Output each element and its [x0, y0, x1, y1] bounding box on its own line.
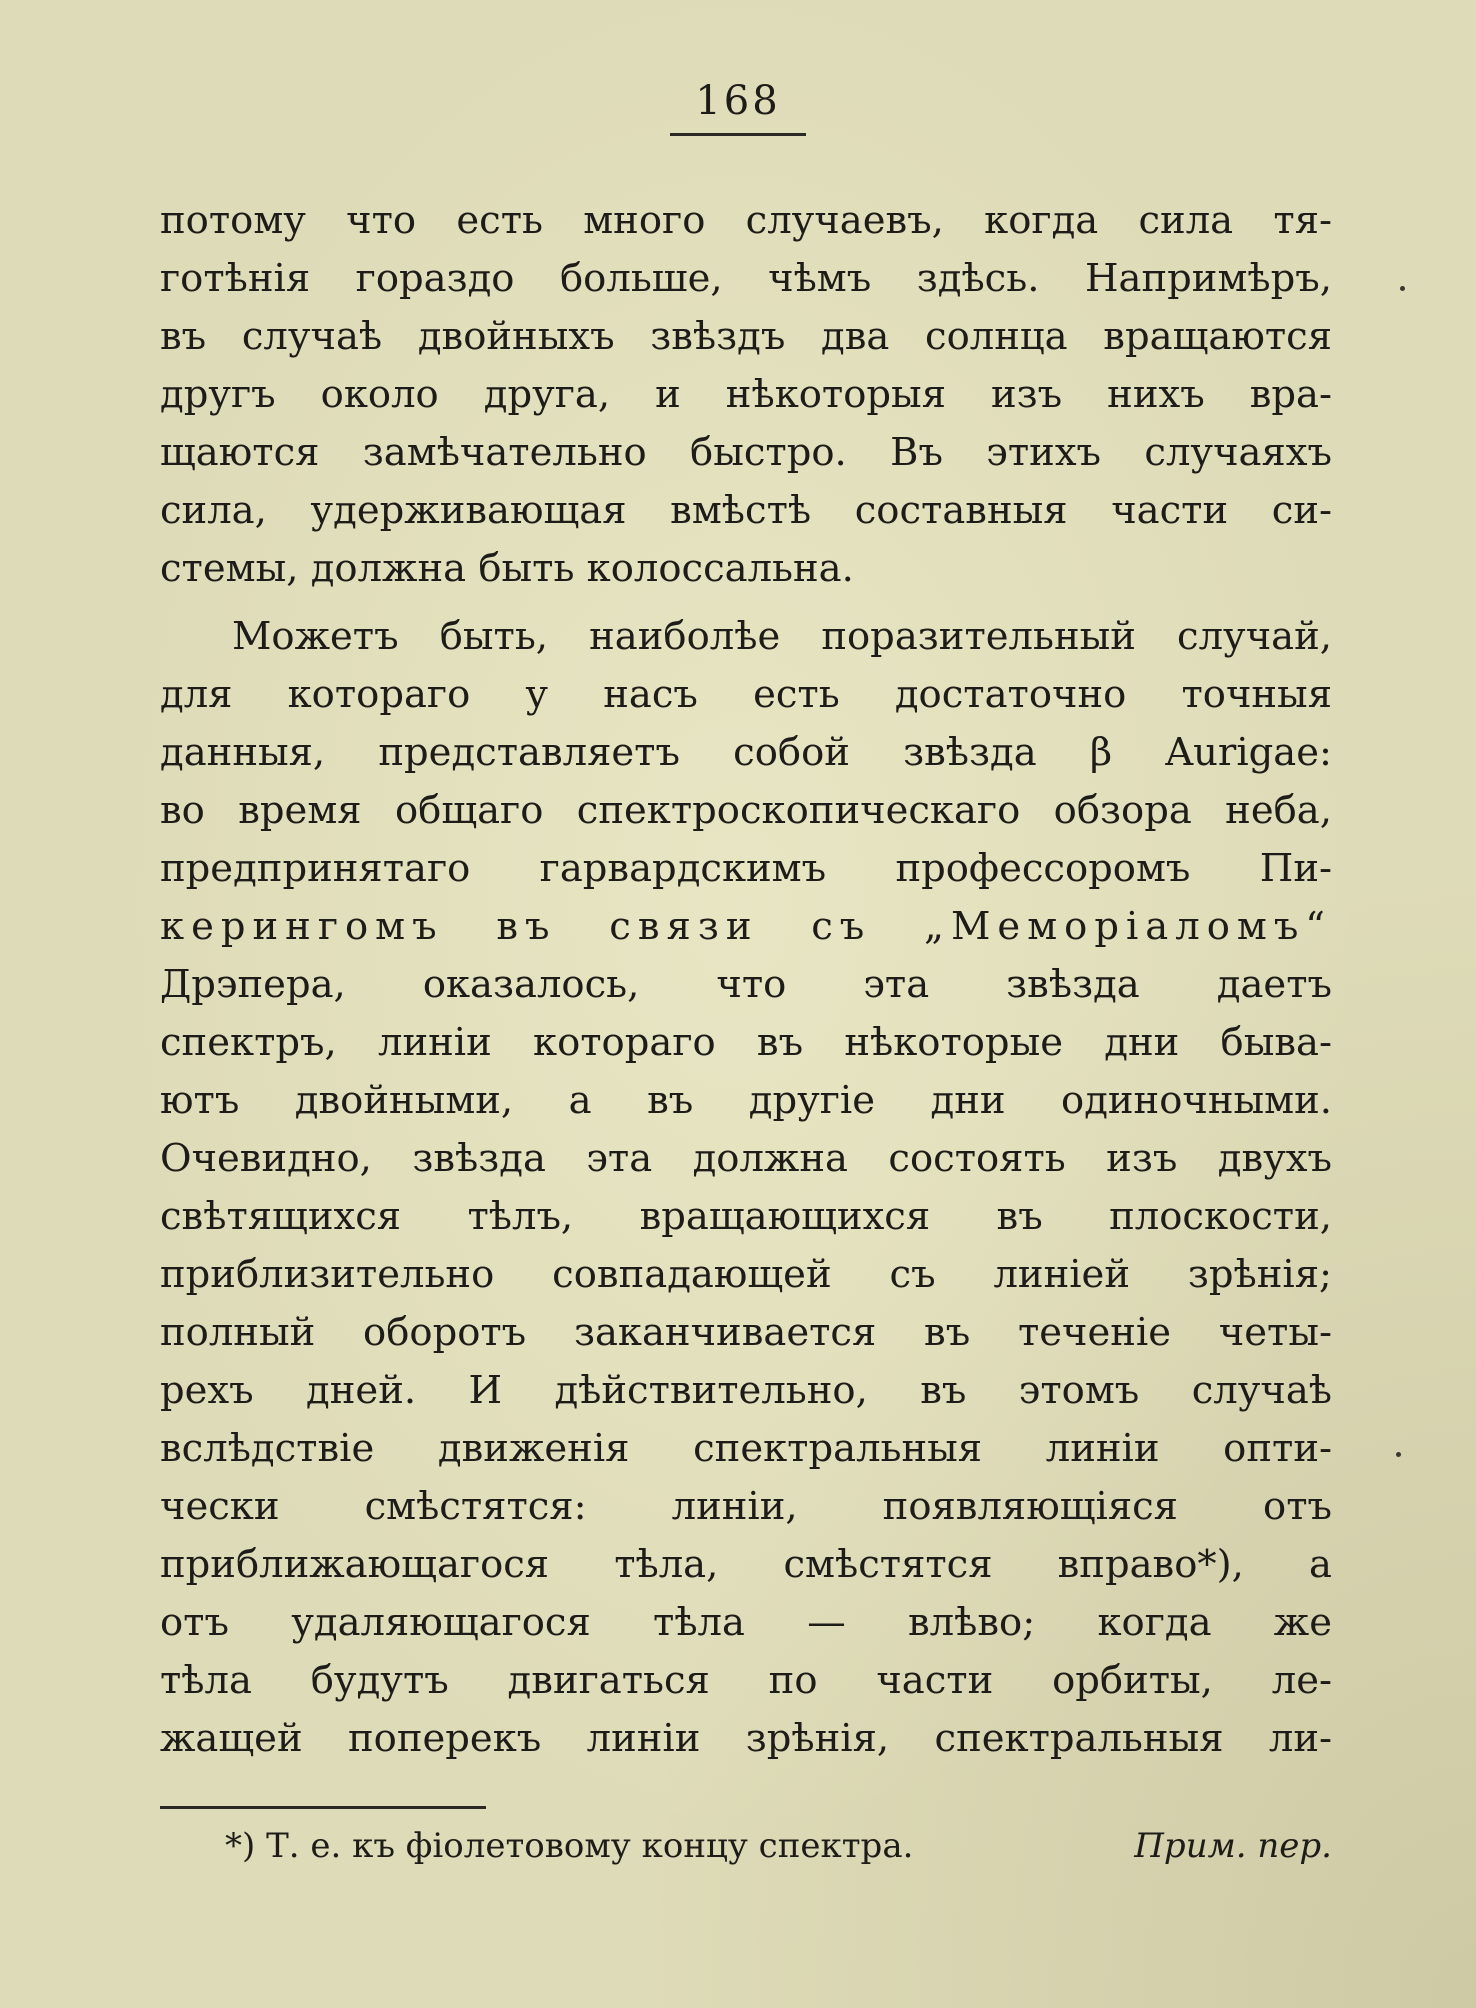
- text-line: стемы, должна быть колоссальна.: [160, 546, 854, 591]
- text-line: Можетъ быть, наиболѣе поразительный случай,: [232, 614, 1332, 659]
- text-line: готѣнія гораздо больше, чѣмъ здѣсь. Напримѣръ,: [160, 256, 1332, 301]
- text-line: чески смѣстятся: линіи, появляющіяся отъ: [160, 1484, 1332, 1529]
- text-line: рехъ дней. И дѣйствительно, въ этомъ случаѣ: [160, 1368, 1332, 1413]
- page-number: 168: [695, 78, 781, 124]
- text-line: предпринятаго гарвардскимъ профессоромъ Пи-: [160, 846, 1332, 891]
- paragraph-gap: [160, 598, 1332, 608]
- text-line: сила, удерживающая вмѣстѣ составныя части си-: [160, 488, 1332, 533]
- text-line: приближающагося тѣла, смѣстятся вправо*), а: [160, 1542, 1332, 1587]
- page-number-rule: [670, 133, 806, 136]
- text-line: жащей поперекъ линіи зрѣнія, спектральныя ли-: [160, 1716, 1332, 1761]
- text-line: Очевидно, звѣзда эта должна состоять изъ двухъ: [160, 1136, 1332, 1181]
- paper-speck: [1396, 1452, 1401, 1457]
- text-line: потому что есть много случаевъ, когда сила тя-: [160, 198, 1332, 243]
- text-line: полный оборотъ заканчивается въ теченіе четы-: [160, 1310, 1332, 1355]
- body-text: [160, 192, 1332, 1768]
- text-line: отъ удаляющагося тѣла — влѣво; когда же: [160, 1600, 1332, 1645]
- footnote-text: *) Т. е. къ фіолетовому концу спектра.: [225, 1826, 914, 1866]
- text-line: спектръ, линіи котораго въ нѣкоторые дни быва-: [160, 1020, 1332, 1065]
- text-line: во время общаго спектроскопическаго обзора неба,: [160, 788, 1332, 833]
- text-line: приблизительно совпадающей съ линіей зрѣнія;: [160, 1252, 1332, 1297]
- paper-speck: [1400, 286, 1405, 291]
- footnote-rule: [160, 1806, 486, 1809]
- text-line: данныя, представляетъ собой звѣзда β Aurigae:: [160, 730, 1332, 775]
- footnote: [225, 1818, 1332, 1874]
- text-line: керингомъ въ связи съ „Меморіаломъ“: [160, 904, 1332, 949]
- translator-note: Прим. пер.: [1134, 1826, 1332, 1866]
- text-line: тѣла будутъ двигаться по части орбиты, ле-: [160, 1658, 1332, 1703]
- text-line: ютъ двойными, а въ другіе дни одиночными.: [160, 1078, 1332, 1123]
- text-line: Дрэпера, оказалось, что эта звѣзда даетъ: [160, 962, 1332, 1007]
- text-line: другъ около друга, и нѣкоторыя изъ нихъ вра-: [160, 372, 1332, 417]
- text-line: для котораго у насъ есть достаточно точныя: [160, 672, 1332, 717]
- text-line: вслѣдствіе движенія спектральныя линіи опти-: [160, 1426, 1332, 1471]
- text-line: свѣтящихся тѣлъ, вращающихся въ плоскости,: [160, 1194, 1332, 1239]
- text-line: въ случаѣ двойныхъ звѣздъ два солнца вращаются: [160, 314, 1332, 359]
- text-line: щаются замѣчательно быстро. Въ этихъ случаяхъ: [160, 430, 1332, 475]
